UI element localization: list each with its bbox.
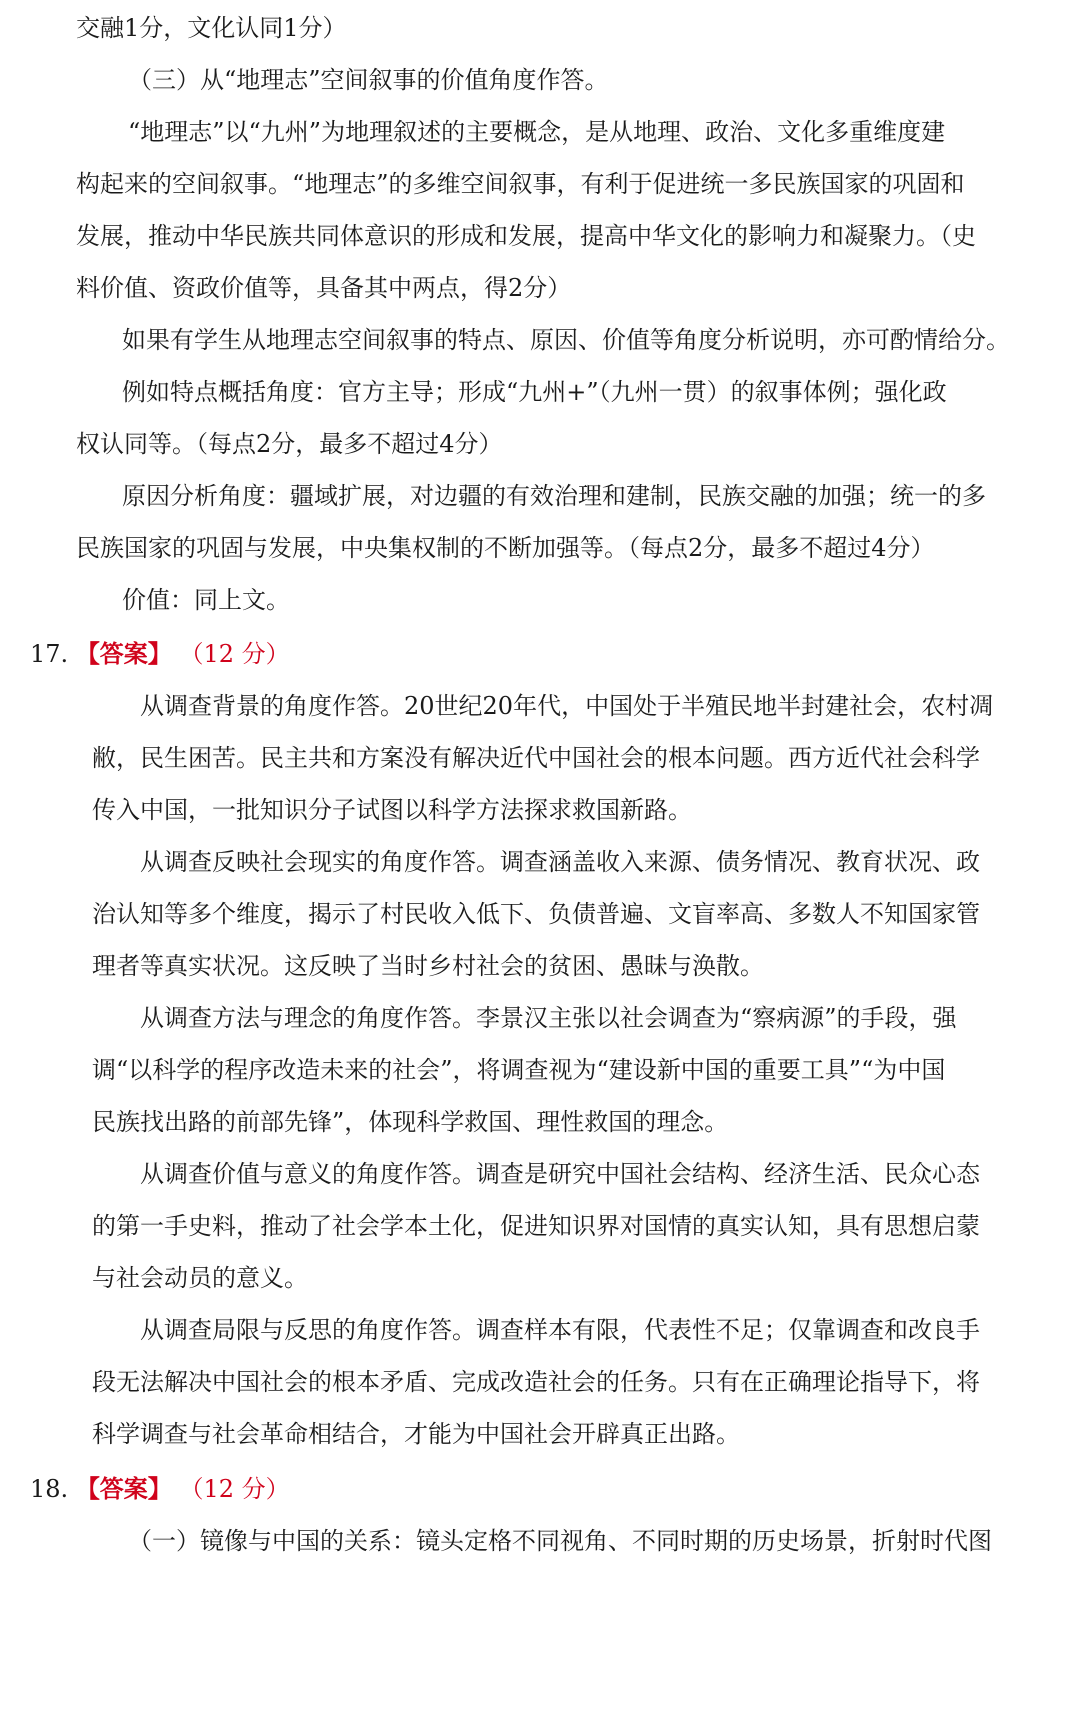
paragraph-line: （一）镜像与中国的关系：镜头定格不同视角、不同时期的历史场景，折射时代图: [128, 1527, 992, 1555]
paragraph-line: “地理志”以“九州”为地理叙述的主要概念，是从地理、政治、文化多重维度建: [128, 118, 946, 146]
paragraph-line: 从调查局限与反思的角度作答。调查样本有限，代表性不足；仅靠调查和改良手: [140, 1316, 980, 1344]
paragraph-line: 治认知等多个维度，揭示了村民收入低下、负债普遍、文盲率高、多数人不知国家管: [92, 900, 980, 928]
score-label: （12 分）: [179, 640, 290, 668]
paragraph-line: 从调查方法与理念的角度作答。李景汉主张以社会调查为“察病源”的手段，强: [140, 1004, 957, 1032]
paragraph-line: 传入中国，一批知识分子试图以科学方法探求救国新路。: [92, 796, 692, 824]
score-label: （12 分）: [179, 1475, 290, 1503]
paragraph-line: 价值：同上文。: [122, 586, 290, 614]
question-number: 17.: [30, 640, 69, 668]
paragraph-line: 民族国家的巩固与发展，中央集权制的不断加强等。（每点2分，最多不超过4分）: [76, 534, 935, 562]
paragraph-line: 发展，推动中华民族共同体意识的形成和发展，提高中华文化的影响力和凝聚力。（史: [76, 222, 976, 250]
answer-label: 【答案】: [75, 639, 172, 668]
paragraph-line: 构起来的空间叙事。“地理志”的多维空间叙事，有利于促进统一多民族国家的巩固和: [76, 170, 965, 198]
paragraph-line: 如果有学生从地理志空间叙事的特点、原因、价值等角度分析说明，亦可酌情给分。: [122, 326, 1010, 354]
paragraph-line: 段无法解决中国社会的根本矛盾、完成改造社会的任务。只有在正确理论指导下，将: [92, 1368, 980, 1396]
paragraph-line: 从调查价值与意义的角度作答。调查是研究中国社会结构、经济生活、民众心态: [140, 1160, 980, 1188]
paragraph-line: 从调查反映社会现实的角度作答。调查涵盖收入来源、债务情况、教育状况、政: [140, 848, 980, 876]
paragraph-line: 民族找出路的前部先锋”，体现科学救国、理性救国的理念。: [92, 1108, 729, 1136]
paragraph-line: 的第一手史料，推动了社会学本土化，促进知识界对国情的真实认知，具有思想启蒙: [92, 1212, 980, 1240]
paragraph-line: 原因分析角度：疆域扩展，对边疆的有效治理和建制，民族交融的加强；统一的多: [122, 482, 986, 510]
section-heading: （三）从“地理志”空间叙事的价值角度作答。: [128, 66, 609, 94]
paragraph-line: 理者等真实状况。这反映了当时乡村社会的贫困、愚昧与涣散。: [92, 952, 764, 980]
paragraph-line: 例如特点概括角度：官方主导；形成“九州+”（九州一贯）的叙事体例；强化政: [122, 378, 947, 406]
answer-label: 【答案】: [75, 1474, 172, 1503]
paragraph-line: 交融1分，文化认同1分）: [76, 14, 347, 42]
paragraph-line: 敝，民生困苦。民主共和方案没有解决近代中国社会的根本问题。西方近代社会科学: [92, 744, 980, 772]
paragraph-line: 权认同等。（每点2分，最多不超过4分）: [76, 430, 503, 458]
paragraph-line: 料价值、资政价值等，具备其中两点，得2分）: [76, 274, 572, 302]
paragraph-line: 调“以科学的程序改造未来的社会”，将调查视为“建设新中国的重要工具”“为中国: [92, 1056, 946, 1084]
question-number: 18.: [30, 1475, 69, 1503]
question-18-heading: [30, 1472, 290, 1506]
paragraph-line: 从调查背景的角度作答。20世纪20年代，中国处于半殖民地半封建社会，农村凋: [140, 692, 994, 720]
question-17-heading: [30, 637, 290, 671]
paragraph-line: 科学调查与社会革命相结合，才能为中国社会开辟真正出路。: [92, 1420, 740, 1448]
paragraph-line: 与社会动员的意义。: [92, 1264, 308, 1292]
